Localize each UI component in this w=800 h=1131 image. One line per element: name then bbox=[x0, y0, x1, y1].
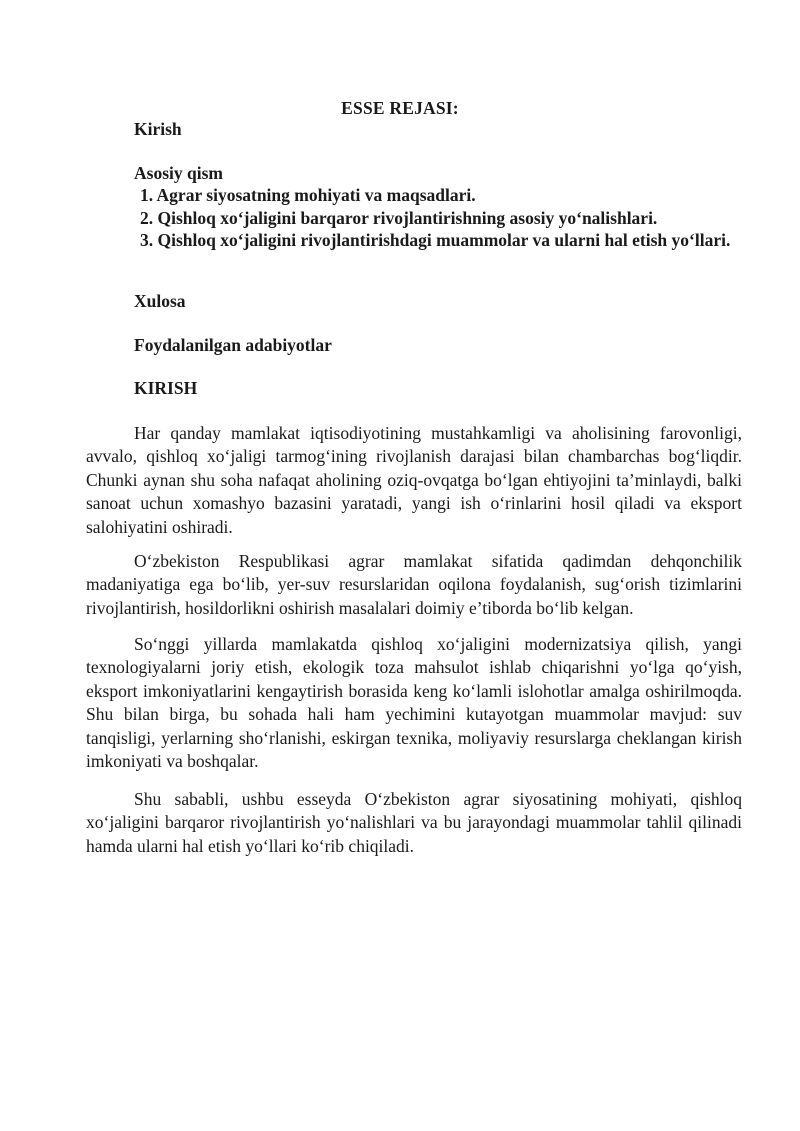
plan-item-3: 3. Qishloq xo‘jaligini rivojlantirishdagi muammolar va ularni hal etish yo‘llari. bbox=[140, 230, 731, 250]
paragraph-2: O‘zbekiston Respublikasi agrar mamlakat sifatida qadimdan dehqonchilik madaniyatiga ega bo‘lib, yer-suv resurslaridan oqilona foydalanish, sug‘orish tizimlarini rivojlantirish, hosildorlikni oshirish masalalari doimiy e’tiborda bo‘lib kelgan. bbox=[86, 551, 742, 618]
plan-title: ESSE REJASI: bbox=[341, 98, 459, 118]
plan-main-part: Asosiy qism bbox=[134, 163, 223, 183]
plan-conclusion: Xulosa bbox=[134, 291, 186, 311]
paragraph-3: So‘nggi yillarda mamlakatda qishloq xo‘jaligini modernizatsiya qilish, yangi texnologiyalarni joriy etish, ekologik toza mahsulot ishlab chiqarishni yo‘lga qo‘yish, eksport imkoniyatlarini kengaytirish borasida keng ko‘lamli islohotlar amalga oshirilmoqda. Shu bilan birga, bu sohada hali ham yechimini kutayotgan muammolar mavjud: suv tanqisligi, yerlarning sho‘rlanishi, eskirgan texnika, moliyaviy resurslarga cheklangan kirish imkoniyati va boshqalar. bbox=[86, 634, 742, 772]
plan-item-2: 2. Qishloq xo‘jaligini barqaror rivojlantirishning asosiy yo‘nalishlari. bbox=[140, 208, 658, 228]
paragraph-1: Har qanday mamlakat iqtisodiyotining mustahkamligi va aholisining farovonligi, avvalo, qishloq xo‘jaligi tarmog‘ining rivojlanish darajasi bilan chambarchas bog‘liqdir. Chunki aynan shu soha nafaqat aholining oziq-ovqatga bo‘lgan ehtiyojini ta’minlaydi, balki sanoat uchun xomashyo bazasini yaratadi, yangi ish o‘rinlarini hosil qiladi va eksport salohiyatini oshiradi. bbox=[86, 423, 742, 537]
plan-item-1: 1. Agrar siyosatning mohiyati va maqsadlari. bbox=[140, 185, 476, 205]
section-heading: KIRISH bbox=[134, 378, 198, 398]
plan-intro: Kirish bbox=[134, 119, 182, 139]
plan-references: Foydalanilgan adabiyotlar bbox=[134, 335, 332, 355]
paragraph-4: Shu sababli, ushbu esseyda O‘zbekiston agrar siyosatining mohiyati, qishloq xo‘jaligini barqaror rivojlantirish yo‘nalishlari va bu jarayondagi muammolar tahlil qilinadi hamda ularni hal etish yo‘llari ko‘rib chiqiladi. bbox=[86, 789, 742, 856]
